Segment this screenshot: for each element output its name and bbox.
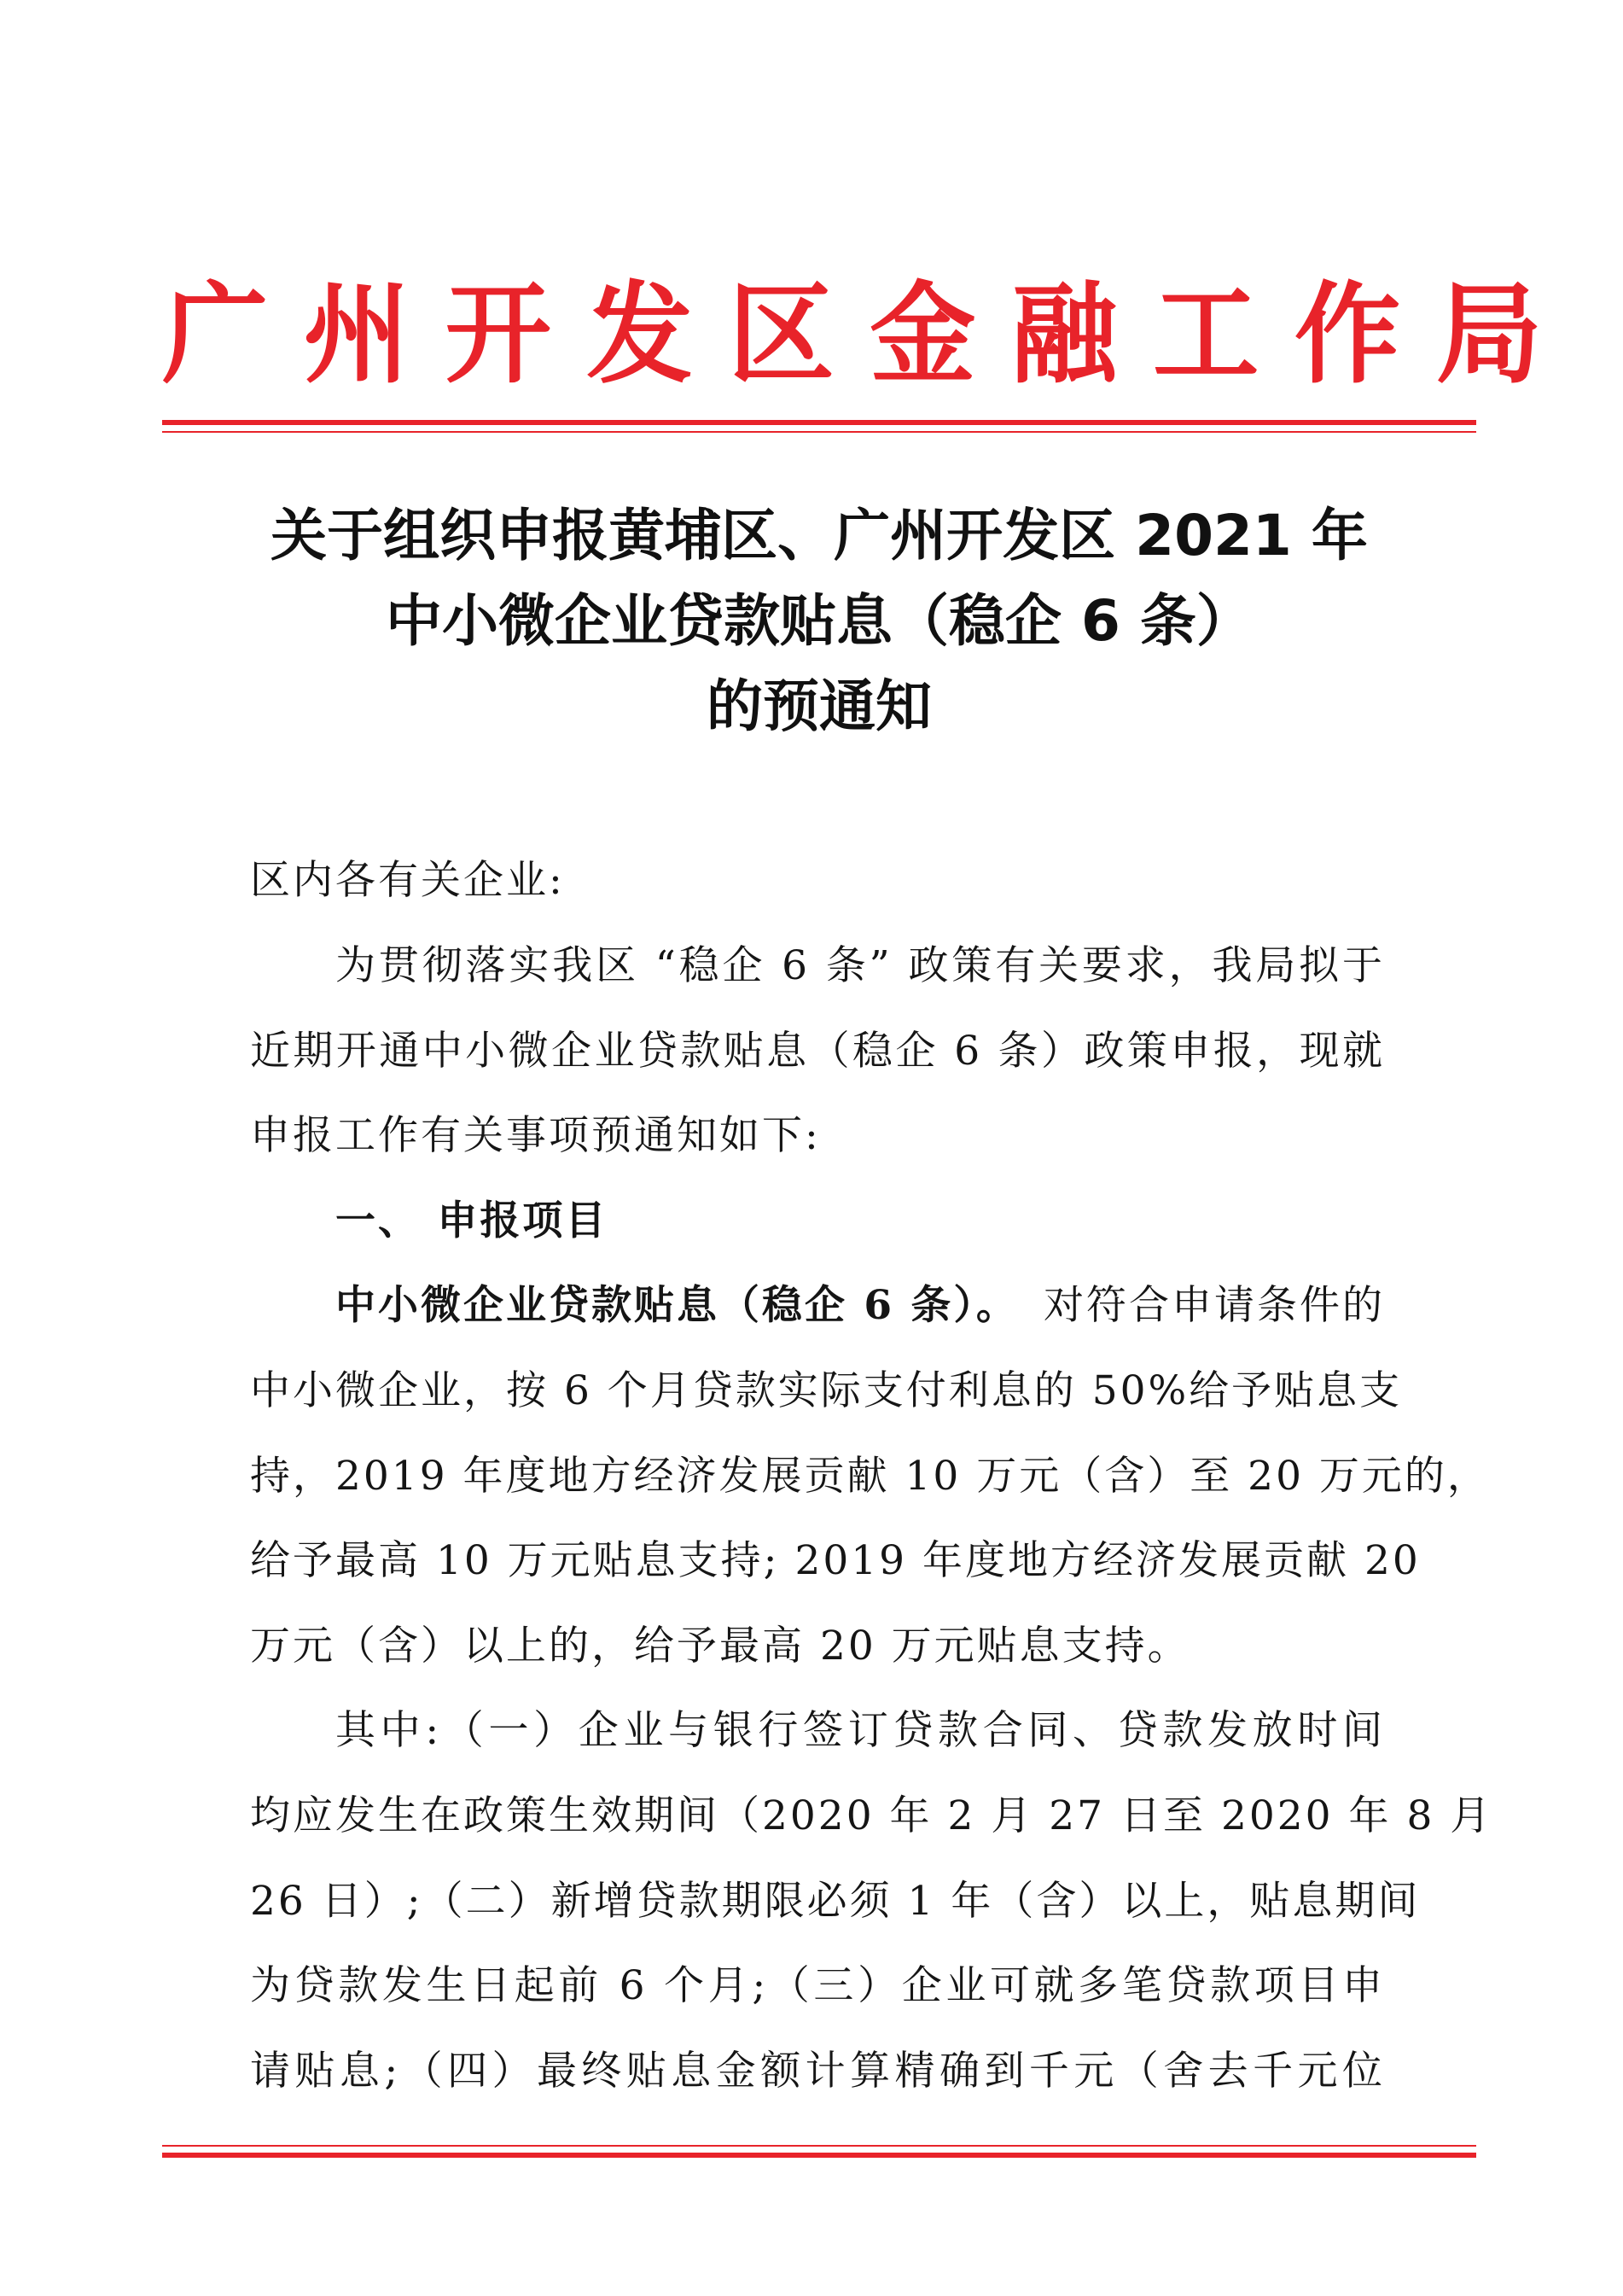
section-heading: 一、 申报项目 (335, 1198, 608, 1244)
paragraph-line: 万元（含）以上的，给予最高 20 万元贴息支持。 (250, 1623, 1190, 1670)
footer-divider-thick (162, 2153, 1476, 2158)
agency-masthead: 广州开发区金融工作局 (162, 271, 1578, 399)
header-divider-thin (162, 431, 1476, 433)
bold-lead: 中小微企业贷款贴息（稳企 6 条）。 (335, 1282, 1019, 1329)
document-title-line-1: 关于组织申报黄埔区、广州开发区 2021 年 (270, 503, 1368, 568)
header-divider-thick (162, 420, 1476, 425)
paragraph-line (335, 1279, 1385, 1333)
paragraph-line: 均应发生在政策生效期间（2020 年 2 月 27 日至 2020 年 8 月 (250, 1792, 1493, 1839)
document-title-line-3: 的预通知 (707, 673, 932, 739)
footer-divider-thin (162, 2145, 1476, 2147)
paragraph-line: 近期开通中小微企业贷款贴息（稳企 6 条）政策申报，现就 (250, 1028, 1385, 1075)
document-title-line-2: 中小微企业贷款贴息（稳企 6 条） (386, 588, 1253, 654)
paragraph-line: 为贷款发生日起前 6 个月;（三）企业可就多笔贷款项目申 (250, 1962, 1385, 2009)
paragraph-line: 请贴息;（四）最终贴息金额计算精确到千元（舍去千元位 (250, 2048, 1385, 2095)
lead-continuation: 对符合申请条件的 (1044, 1282, 1385, 1329)
salutation: 区内各有关企业: (250, 857, 565, 904)
paragraph-line: 申报工作有关事项预通知如下: (250, 1112, 821, 1159)
paragraph-line: 持，2019 年度地方经济发展贡献 10 万元（含）至 20 万元的， (250, 1453, 1490, 1500)
paragraph-line: 26 日）;（二）新增贷款期限必须 1 年（含）以上，贴息期间 (250, 1878, 1421, 1925)
paragraph-line: 为贯彻落实我区 “稳企 6 条” 政策有关要求，我局拟于 (335, 942, 1385, 989)
paragraph-line: 给予最高 10 万元贴息支持; 2019 年度地方经济发展贡献 20 (250, 1537, 1421, 1584)
paragraph-line: 其中:（一）企业与银行签订贷款合同、贷款发放时间 (335, 1707, 1385, 1754)
paragraph-line: 中小微企业，按 6 个月贷款实际支付利息的 50%给予贴息支 (250, 1367, 1403, 1414)
